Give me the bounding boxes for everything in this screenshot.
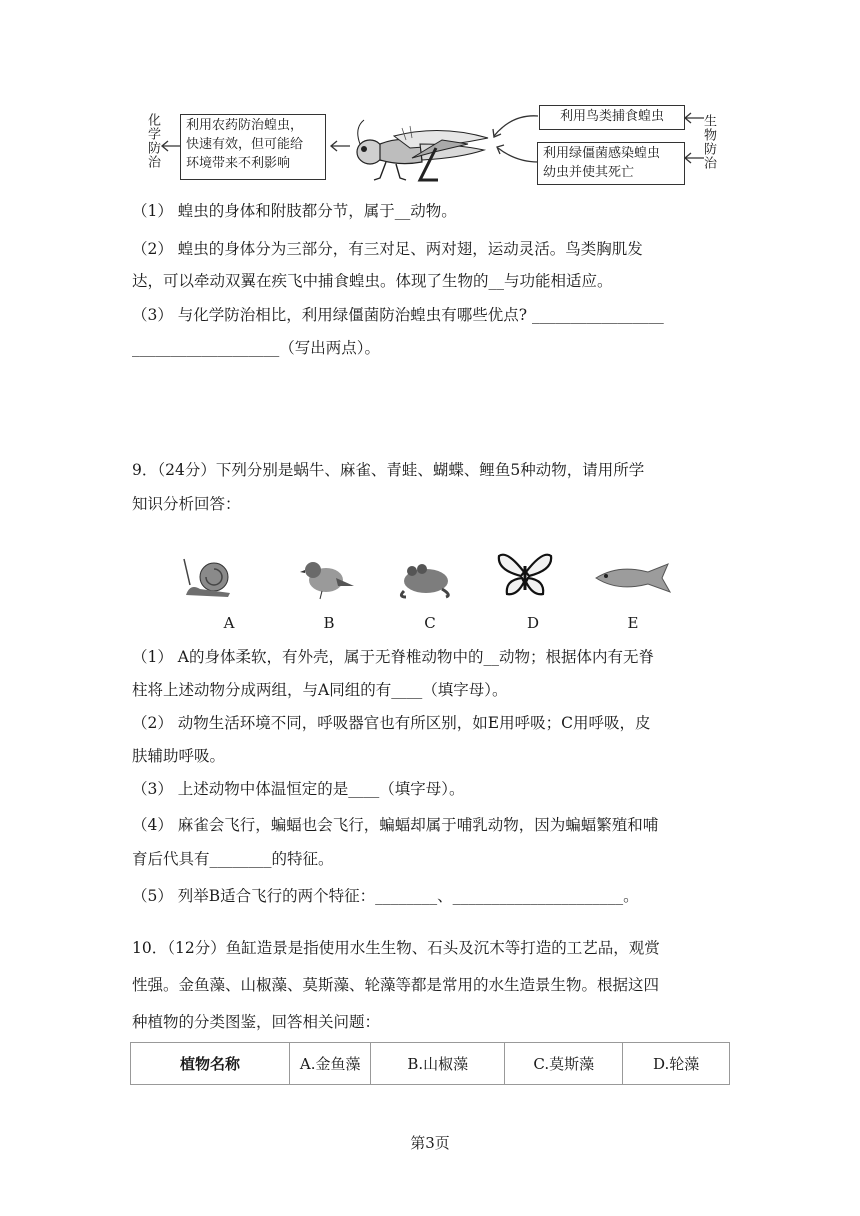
- table-cell: D.轮藻: [623, 1043, 730, 1085]
- table-cell: A.金鱼藻: [290, 1043, 371, 1085]
- q8-part3-line1: （3） 与化学防治相比，利用绿僵菌防治蝗虫有哪些优点? _________________: [132, 306, 664, 324]
- q8-part1: （1） 蝗虫的身体和附肢都分节，属于__动物。: [132, 202, 457, 220]
- chemical-control-label: 化学防治: [145, 113, 160, 169]
- arrow-to-pesticide: [160, 140, 182, 152]
- q9-part4-line1: （4） 麻雀会飞行，蝙蝠也会飞行，蝙蝠却属于哺乳动物，因为蝙蝠繁殖和哺: [132, 816, 659, 834]
- animal-label-a: A: [223, 614, 235, 632]
- animal-label-b: B: [323, 614, 335, 632]
- fungus-line-2: 幼虫并使其死亡: [543, 165, 635, 180]
- arrow-fungus-to-grasshopper: [492, 142, 540, 168]
- page-number: 第3页: [410, 1134, 450, 1152]
- biological-control-label: 生物防治: [701, 114, 716, 170]
- q8-part2-line1: （2） 蝗虫的身体分为三部分，有三对足、两对翅，运动灵活。鸟类胸肌发: [132, 240, 643, 258]
- q9-intro-line2: 知识分析回答：: [132, 495, 241, 513]
- table-header-cell: 植物名称: [131, 1043, 290, 1085]
- arrow-bird-to-grasshopper: [488, 110, 540, 140]
- snail-image: [180, 555, 236, 599]
- animal-label-d: D: [526, 614, 540, 632]
- table-cell: C.莫斯藻: [505, 1043, 623, 1085]
- plant-classification-table: [130, 1042, 730, 1085]
- q10-line2: 性强。金鱼藻、山椒藻、莫斯藻、轮藻等都是常用的水生造景生物。根据这四: [132, 976, 660, 994]
- sparrow-image: [298, 556, 356, 600]
- pesticide-line-2: 快速有效，但可能给: [186, 137, 304, 152]
- q9-part2-line1: （2） 动物生活环境不同，呼吸器官也有所区别，如E用呼吸；C用呼吸，皮: [132, 714, 651, 732]
- fungus-box: [537, 142, 685, 185]
- q8-part2-line2: 达，可以牵动双翼在疾飞中捕食蝗虫。体现了生物的__与功能相适应。: [132, 272, 613, 290]
- q8-part3-line2: ___________________（写出两点）。: [132, 339, 381, 357]
- bird-predation-box: 利用鸟类捕食蝗虫: [539, 105, 685, 130]
- q9-part4-line2: 育后代具有________的特征。: [132, 850, 334, 868]
- frog-image: [396, 557, 454, 599]
- pesticide-line-3: 环境带来不利影响: [186, 156, 291, 171]
- q10-line1: 10．（12分）鱼缸造景是指使用水生生物、石头及沉木等打造的工艺品，观赏: [132, 939, 660, 957]
- animal-label-c: C: [424, 614, 436, 632]
- q10-line3: 种植物的分类图鉴，回答相关问题：: [132, 1013, 381, 1031]
- q9-part3: （3） 上述动物中体温恒定的是____（填字母）。: [132, 780, 465, 798]
- carp-image: [592, 560, 676, 596]
- table-cell: B.山椒藻: [371, 1043, 505, 1085]
- pesticide-box: [180, 114, 326, 180]
- grasshopper-image: [350, 118, 495, 188]
- table-row: [131, 1043, 730, 1085]
- fungus-line-1: 利用绿僵菌感染蝗虫: [543, 146, 661, 161]
- butterfly-image: [497, 550, 553, 600]
- q9-intro-line1: 9．（24分）下列分别是蜗牛、麻雀、青蛙、蝴蝶、鲤鱼5种动物，请用所学: [132, 461, 645, 479]
- pesticide-line-1: 利用农药防治蝗虫，: [186, 118, 304, 133]
- arrow-from-grasshopper: [326, 140, 352, 152]
- q9-part1-line2: 柱将上述动物分成两组，与A同组的有____（填字母）。: [132, 681, 508, 699]
- q9-part1-line1: （1） A的身体柔软，有外壳，属于无脊椎动物中的__动物；根据体内有无脊: [132, 648, 654, 666]
- animal-label-e: E: [627, 614, 639, 632]
- q9-part2-line2: 肤辅助呼吸。: [132, 747, 226, 765]
- q9-part5: （5） 列举B适合飞行的两个特征：________、______________________。: [132, 887, 639, 905]
